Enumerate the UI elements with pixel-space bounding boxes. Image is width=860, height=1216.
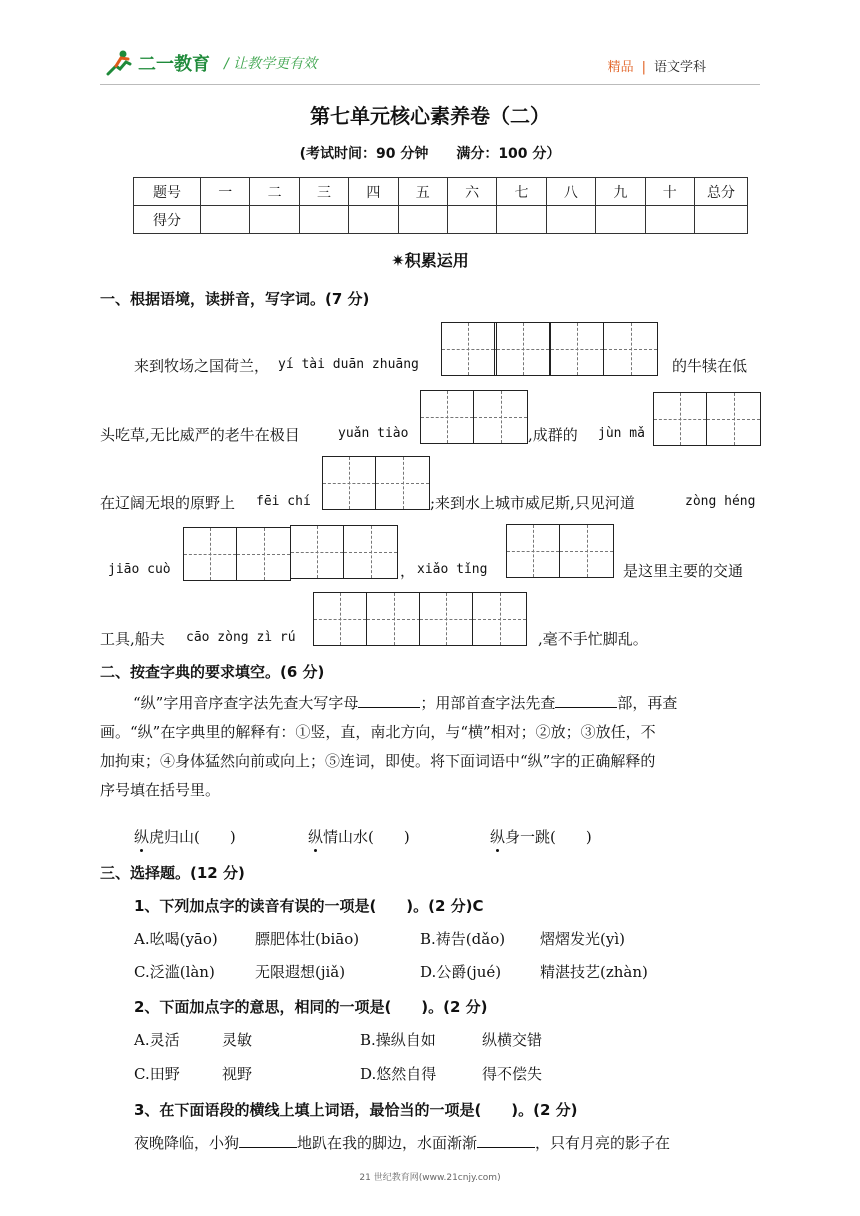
- q1-answer-grid[interactable]: [322, 456, 430, 510]
- option: B.操纵自如: [360, 1031, 436, 1049]
- q1-pinyin: yuǎn tiào: [338, 426, 409, 441]
- grid-cell[interactable]: [442, 323, 495, 375]
- q3-sub-question: 2、下面加点字的意思，相同的一项是( )。(2 分): [134, 998, 488, 1016]
- grid-cell[interactable]: [560, 525, 613, 577]
- answer-blank[interactable]: [477, 1147, 535, 1148]
- dotted-char: 纵: [134, 828, 150, 846]
- q2-line: [100, 689, 760, 718]
- q1-text: ,毫不手忙脚乱。: [538, 630, 648, 648]
- grid-cell[interactable]: [604, 323, 657, 375]
- passage-text: 地趴在我的脚边，水面渐渐: [297, 1134, 478, 1152]
- option: 视野: [222, 1065, 253, 1083]
- option: D.悠然自得: [360, 1065, 437, 1083]
- score-input-cell[interactable]: [447, 206, 496, 234]
- score-input-cell[interactable]: [349, 206, 398, 234]
- q2-word: [134, 826, 236, 847]
- score-input-cell[interactable]: [645, 206, 694, 234]
- q2-heading: 二、按查字典的要求填空。(6 分): [100, 663, 325, 681]
- option: 灵敏: [222, 1031, 253, 1049]
- q1-answer-grid[interactable]: [506, 524, 614, 578]
- q2-line: 画。“纵”在字典里的解释有：①竖，直，南北方向，与“横”相对；②放；③放任，不: [100, 723, 656, 741]
- q1-pinyin: zòng héng: [685, 494, 756, 509]
- score-header-cell: 九: [596, 178, 645, 206]
- header-divider: [100, 84, 760, 85]
- q1-heading: 一、根据语境，读拼音，写字词。(7 分): [100, 290, 370, 308]
- option: D.公爵(jué): [420, 963, 502, 981]
- grid-cell[interactable]: [344, 526, 397, 578]
- score-input-cell[interactable]: [497, 206, 546, 234]
- q1-pinyin: cāo zòng zì rú: [186, 630, 296, 645]
- q2-word: [308, 826, 410, 847]
- option: 精湛技艺(zhàn): [540, 963, 648, 981]
- grid-cell[interactable]: [654, 393, 707, 445]
- score-input-cell[interactable]: [546, 206, 595, 234]
- section-title: ✷积累运用: [391, 251, 469, 270]
- score-input-cell[interactable]: [695, 206, 748, 234]
- score-input-cell[interactable]: [201, 206, 250, 234]
- score-input-cell[interactable]: [250, 206, 299, 234]
- option: 熠熠发光(yì): [540, 930, 625, 948]
- grid-cell[interactable]: [323, 457, 376, 509]
- q1-answer-grid[interactable]: [290, 525, 398, 579]
- q2-text: 部，再查: [617, 694, 678, 712]
- option: 得不偿失: [482, 1065, 543, 1083]
- q3-sub-question: 3、在下面语段的横线上填上词语，最恰当的一项是( )。(2 分): [134, 1101, 578, 1119]
- q3-heading: 三、选择题。(12 分): [100, 864, 245, 882]
- score-header-cell: 七: [497, 178, 546, 206]
- answer-blank[interactable]: [239, 1147, 297, 1148]
- q1-text: 是这里主要的交通: [623, 562, 744, 580]
- score-table-score-row: [134, 206, 748, 234]
- score-input-cell[interactable]: [299, 206, 348, 234]
- answer-blank[interactable]: [555, 707, 617, 708]
- grid-cell[interactable]: [421, 391, 474, 443]
- passage-text: 夜晚降临，小狗: [134, 1134, 240, 1152]
- header-separator: |: [641, 60, 646, 75]
- score-input-cell[interactable]: [398, 206, 447, 234]
- q2-word-rest: 身一跳( ): [505, 828, 592, 846]
- q1-answer-grid[interactable]: [183, 527, 291, 581]
- grid-cell[interactable]: [376, 457, 429, 509]
- q1-text: 头吃草,无比威严的老牛在极目: [100, 426, 300, 444]
- q1-text: 来到牧场之国荷兰，: [134, 357, 270, 375]
- grid-cell[interactable]: [473, 593, 526, 645]
- brand-slogan: / 让教学更有效: [224, 56, 318, 72]
- option: C.泛滥(làn): [134, 963, 215, 981]
- option: 无限遐想(jiǎ): [255, 963, 346, 981]
- option: 纵横交错: [482, 1031, 543, 1049]
- score-header-cell: 二: [250, 178, 299, 206]
- exam-info: (考试时间：90 分钟 满分：100 分）: [299, 146, 561, 162]
- q3-sub-question: 1、下列加点字的读音有误的一项是( )。(2 分)C: [134, 897, 484, 915]
- option: A.灵活: [134, 1031, 180, 1049]
- q1-answer-grid[interactable]: [653, 392, 761, 446]
- q1-answer-grid[interactable]: [313, 592, 421, 646]
- q2-text: ；用部首查字法先查: [420, 694, 556, 712]
- q1-text: ，: [400, 562, 416, 580]
- q2-paragraph: [100, 689, 760, 805]
- q2-word-rest: 虎归山( ): [149, 828, 236, 846]
- q1-text: 在辽阔无垠的原野上: [100, 494, 236, 512]
- score-header-cell: 八: [546, 178, 595, 206]
- q1-text: ;来到水上城市威尼斯,只见河道: [430, 494, 635, 512]
- q1-answer-grid[interactable]: [603, 322, 658, 376]
- grid-cell[interactable]: [420, 593, 473, 645]
- score-header-cell: 三: [299, 178, 348, 206]
- q1-pinyin: xiǎo tǐng: [417, 562, 488, 577]
- q1-pinyin: jiāo cuò: [108, 562, 171, 577]
- grid-cell[interactable]: [367, 593, 420, 645]
- score-table: [133, 177, 748, 234]
- q1-text: ,成群的: [528, 426, 578, 444]
- brand-logo: [104, 46, 317, 80]
- q1-pinyin: yí tài duān zhuāng: [278, 357, 419, 372]
- grid-cell[interactable]: [314, 593, 367, 645]
- grid-cell[interactable]: [237, 528, 290, 580]
- grid-cell[interactable]: [474, 391, 527, 443]
- grid-cell[interactable]: [497, 323, 550, 375]
- grid-cell[interactable]: [707, 393, 760, 445]
- premium-label: 精品: [607, 60, 634, 75]
- header-right: [608, 56, 706, 75]
- option: 膘肥体壮(biāo): [255, 930, 360, 948]
- passage-text: ，只有月亮的影子在: [535, 1134, 671, 1152]
- subject-label: 语文学科: [653, 60, 706, 75]
- grid-cell[interactable]: [291, 526, 344, 578]
- q1-text: 的牛犊在低: [672, 357, 748, 375]
- q2-word: [490, 826, 592, 847]
- score-input-cell[interactable]: [596, 206, 645, 234]
- option: C.田野: [134, 1065, 180, 1083]
- brand-name: 二一教育: [138, 54, 210, 75]
- score-header-cell: 四: [349, 178, 398, 206]
- grid-cell[interactable]: [184, 528, 237, 580]
- score-header-cell: 一: [201, 178, 250, 206]
- q1-answer-grid[interactable]: [420, 390, 528, 444]
- option: B.祷告(dǎo): [420, 930, 506, 948]
- page-title: 第七单元核心素养卷（二）: [310, 104, 550, 128]
- dotted-char: 纵: [490, 828, 506, 846]
- score-row-label: 得分: [134, 206, 201, 234]
- q2-text: “纵”字用音序查字法先查大写字母: [133, 694, 359, 712]
- q1-answer-grid[interactable]: [419, 592, 527, 646]
- q2-line: 序号填在括号里。: [100, 781, 221, 799]
- score-header-cell: 总分: [695, 178, 748, 206]
- answer-blank[interactable]: [358, 707, 420, 708]
- q1-text: 工具,船夫: [100, 630, 165, 648]
- page-footer: 21 世纪教育网(www.21cnjy.com): [359, 1173, 501, 1183]
- grid-cell[interactable]: [507, 525, 560, 577]
- score-header-cell: 六: [447, 178, 496, 206]
- dotted-char: 纵: [308, 828, 324, 846]
- score-table-header-row: [134, 178, 748, 206]
- q3-passage: [134, 1132, 670, 1153]
- score-header-cell: 十: [645, 178, 694, 206]
- option: A.吆喝(yāo): [134, 930, 218, 948]
- score-header-cell: 五: [398, 178, 447, 206]
- grid-cell[interactable]: [551, 323, 604, 375]
- q2-word-rest: 情山水( ): [323, 828, 410, 846]
- q2-line: 加拘束；④身体猛然向前或向上；⑤连词，即使。将下面词语中“纵”字的正确解释的: [100, 752, 656, 770]
- runner-logo-icon: [104, 48, 134, 78]
- score-header-cell: 题号: [134, 178, 201, 206]
- q1-pinyin: jùn mǎ: [598, 426, 645, 441]
- q1-pinyin: fēi chí: [256, 494, 311, 509]
